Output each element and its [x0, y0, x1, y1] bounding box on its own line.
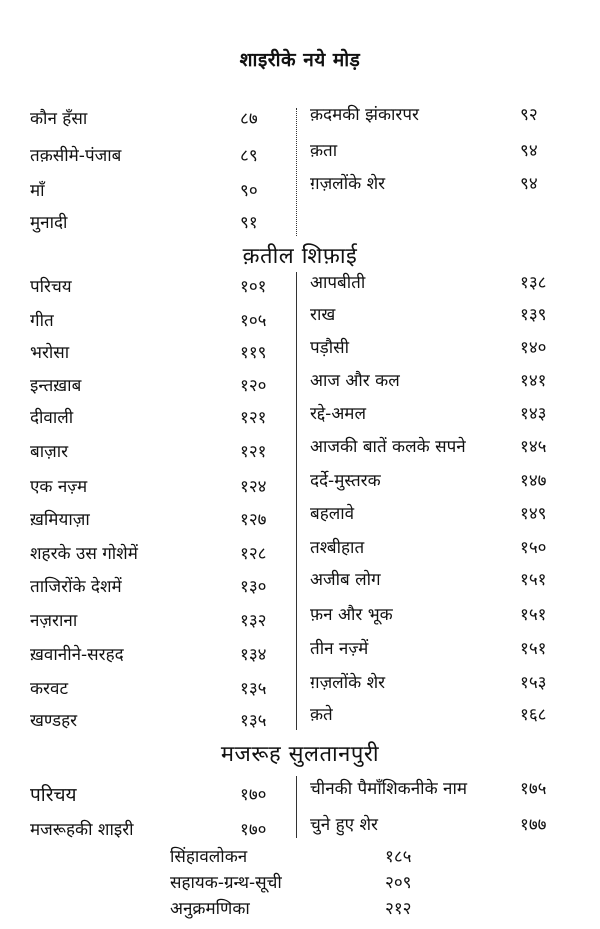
entry-page: १७० [240, 820, 267, 840]
entry-page: १५१ [520, 605, 547, 625]
entry-page: १३२ [240, 611, 267, 631]
entry-title: सहायक-ग्रन्थ-सूची [170, 873, 282, 893]
entry-title: गीत [30, 311, 54, 331]
entry-title: परिचय [30, 784, 77, 806]
entry-title: कौन हँसा [30, 109, 88, 129]
entry-page: १३४ [240, 645, 267, 665]
entry-title: आजकी बातें कलके सपने [310, 437, 466, 457]
entry-title: ख़मियाज़ा [30, 510, 90, 530]
entry-page: १६८ [520, 705, 547, 725]
entry-page: १४५ [520, 437, 547, 457]
entry-page: १०५ [240, 311, 267, 331]
entry-title: चुने हुए शेर [310, 815, 378, 835]
entry-title: ख़वानीने-सरहद [30, 645, 124, 665]
entry-page: १५१ [520, 570, 547, 590]
entry-title: तक़सीमे-पंजाब [30, 146, 122, 166]
entry-title: अनुक्रमणिका [170, 899, 250, 919]
entry-title: ग़ज़लोंके शेर [310, 673, 386, 693]
entry-page: १७७ [520, 815, 547, 835]
entry-title: राख [310, 305, 336, 325]
entry-page: ८९ [240, 146, 258, 166]
entry-title: क़ते [310, 705, 333, 725]
entry-page: १५३ [520, 673, 547, 693]
entry-page: १२८ [240, 544, 267, 564]
entry-title: दीवाली [30, 408, 74, 428]
entry-page: १०१ [240, 277, 267, 297]
entry-title: शहरके उस गोशेमें [30, 544, 138, 564]
column-divider [296, 272, 297, 730]
entry-title: माँ [30, 181, 45, 201]
entry-page: ९४ [520, 174, 538, 194]
entry-page: १२७ [240, 510, 267, 530]
entry-page: १२४ [240, 477, 267, 497]
column-divider [296, 776, 297, 838]
entry-page: १५० [520, 538, 547, 558]
entry-page: १४३ [520, 404, 547, 424]
entry-page: २१२ [385, 899, 412, 919]
entry-title: मुनादी [30, 213, 68, 233]
entry-title: रद्दे-अमल [310, 404, 366, 424]
entry-page: १३९ [520, 305, 547, 325]
entry-page: १३८ [520, 273, 547, 293]
entry-page: १४१ [520, 371, 547, 391]
entry-page: ११९ [240, 343, 267, 363]
entry-page: १२० [240, 376, 267, 396]
entry-title: आपबीती [310, 273, 366, 293]
entry-title: परिचय [30, 277, 72, 297]
entry-title: तीन नज़्में [310, 639, 369, 659]
entry-title: नज़राना [30, 611, 78, 631]
entry-title: पड़ौसी [310, 338, 350, 358]
entry-page: १४७ [520, 471, 547, 491]
entry-page: १४० [520, 338, 547, 358]
entry-title: चीनकी पैमाँशिकनीके नाम [310, 779, 468, 799]
entry-title: एक नज़्म [30, 477, 88, 497]
entry-title: ग़ज़लोंके शेर [310, 174, 386, 194]
entry-page: १३५ [240, 679, 267, 699]
entry-page: १३५ [240, 711, 267, 731]
entry-title: अजीब लोग [310, 570, 381, 590]
entry-page: १३० [240, 577, 267, 597]
entry-title: फ़न और भूक [310, 605, 393, 625]
entry-page: १७५ [520, 779, 547, 799]
column-divider [296, 108, 298, 236]
entry-title: खण्डहर [30, 711, 78, 731]
entry-page: ९२ [520, 105, 538, 125]
section-title-shairi-ke-naye-mod: शाइरीके नये मोड़ [239, 49, 361, 71]
entry-page: १४९ [520, 504, 547, 524]
entry-page: १२१ [240, 442, 267, 462]
entry-page: २०९ [385, 873, 412, 893]
entry-title: बहलावे [310, 504, 355, 524]
entry-title: ताजिरोंके देशमें [30, 577, 122, 597]
entry-page: ९१ [240, 213, 258, 233]
entry-page: १५१ [520, 639, 547, 659]
section-title-majrooh-sultanpuri: मजरूह सुलतानपुरी [220, 742, 380, 767]
entry-title: बाज़ार [30, 442, 69, 462]
entry-page: १७० [240, 785, 267, 805]
entry-title: तश्बीहात [310, 538, 365, 558]
entry-title: सिंहावलोकन [170, 847, 248, 867]
entry-title: क़दमकी झंकारपर [310, 105, 419, 125]
entry-title: दर्दे-मुस्तरक [310, 471, 381, 491]
entry-title: भरोसा [30, 343, 70, 363]
entry-page: १२१ [240, 408, 267, 428]
entry-title: इन्तख़ाब [30, 376, 82, 396]
entry-title: आज और कल [310, 371, 400, 391]
entry-page: ९४ [520, 141, 538, 161]
section-title-qateel-shifai: क़तील शिफ़ाई [242, 244, 358, 269]
entry-title: क़ता [310, 141, 338, 161]
entry-page: १८५ [385, 847, 412, 867]
entry-page: ८७ [240, 109, 258, 129]
entry-title: मजरूहकी शाइरी [30, 820, 134, 840]
entry-title: करवट [30, 679, 69, 699]
entry-page: ९० [240, 181, 258, 201]
